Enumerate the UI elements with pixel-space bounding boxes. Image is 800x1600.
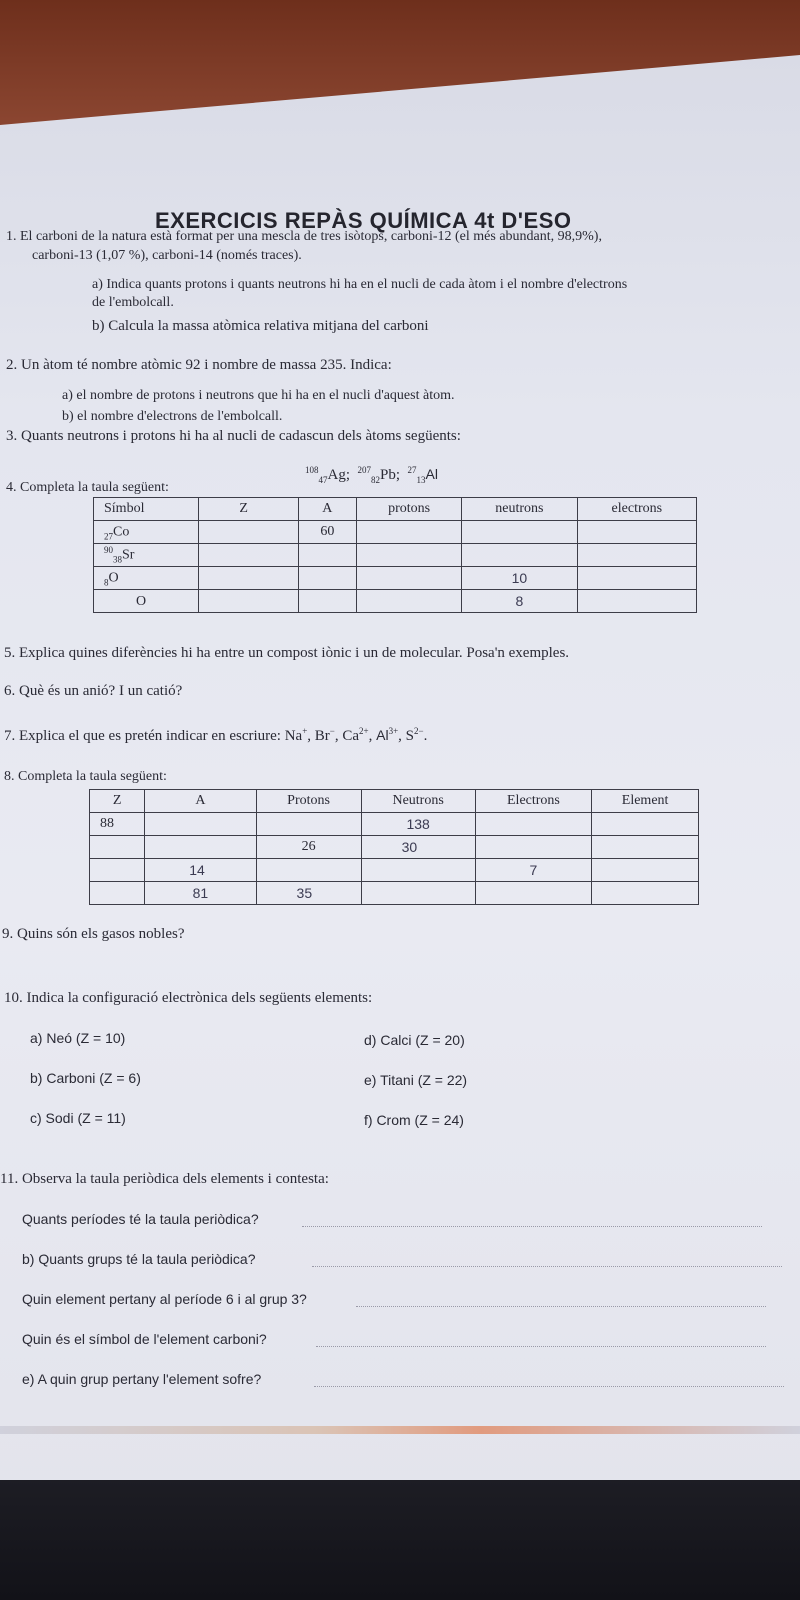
ion-br: Br− (314, 726, 335, 744)
q1-a-line1: a) Indica quants protons i quants neutrons hi ha en el nucli de cada àtom i el nombre d'electrons (92, 277, 628, 292)
table-row (94, 567, 697, 590)
q10-item-c: c) Sodi (Z = 11) (30, 1110, 126, 1126)
answer-line[interactable] (312, 1266, 782, 1267)
cell-z[interactable] (90, 882, 145, 905)
q10-item-d: d) Calci (Z = 20) (364, 1032, 465, 1048)
cell-electrons[interactable] (577, 590, 696, 613)
ion-al: $Al^{3+}$ (376, 726, 399, 743)
cell-z[interactable] (199, 521, 298, 544)
table-row (94, 544, 697, 567)
q7: 7. Explica el que es pretén indicar en escriure: Na+, Br−, $Ca^{2+}$, $Al^{3+}$, $S^{2-}$. (4, 726, 428, 744)
cell-z[interactable] (199, 544, 298, 567)
table-row (90, 836, 699, 859)
cell-symbol: O (94, 590, 199, 613)
q1-b: b) Calcula la massa atòmica relativa mitjana del carboni (92, 318, 429, 334)
cell-element[interactable] (592, 882, 699, 905)
col-electrons: electrons (577, 498, 696, 521)
cell-neutrons[interactable] (361, 882, 475, 905)
ion-s: $S^{2-}$ (405, 726, 424, 744)
q11-item-sulfur: e) A quin grup pertany l'element sofre? (22, 1371, 262, 1387)
cell-z[interactable] (90, 836, 145, 859)
col-a: A (298, 498, 356, 521)
cell-electrons[interactable] (475, 836, 592, 859)
cell-a[interactable]: 81 (145, 882, 256, 905)
atom-pb: $^{207}_{82}$Pb (357, 465, 396, 485)
q2-line: 2. Un àtom té nombre atòmic 92 i nombre de massa 235. Indica: (6, 357, 392, 373)
q10-line: 10. Indica la configuració electrònica dels següents elements: (4, 990, 373, 1006)
cell-neutrons[interactable]: 138 (361, 813, 475, 836)
cell-symbol: $^{90}_{38}$Sr (94, 544, 199, 567)
cell-protons[interactable] (357, 567, 462, 590)
cell-a[interactable] (298, 567, 356, 590)
cell-neutrons[interactable]: 8 (462, 590, 577, 613)
table-row (90, 859, 699, 882)
cell-neutrons[interactable]: 30 (361, 836, 475, 859)
q1-a-line2: de l'embolcall. (92, 295, 174, 310)
q8-line: 8. Completa la taula següent: (4, 769, 167, 784)
table-row (94, 521, 697, 544)
cell-protons[interactable]: 26 (256, 836, 361, 859)
q10-item-f: f) Crom (Z = 24) (364, 1112, 464, 1128)
col-symbol: Símbol (94, 498, 199, 521)
cell-neutrons[interactable]: 10 (462, 567, 577, 590)
cell-z[interactable] (199, 590, 298, 613)
cell-electrons[interactable] (577, 544, 696, 567)
answer-line[interactable] (314, 1386, 784, 1387)
cell-electrons[interactable] (577, 567, 696, 590)
q5: 5. Explica quines diferències hi ha entre un compost iònic i un de molecular. Posa'n exemples. (4, 645, 570, 661)
cell-a[interactable] (145, 813, 256, 836)
table-row (90, 813, 699, 836)
col-electrons: Electrons (475, 790, 592, 813)
q1-line1: 1. El carboni de la natura està format per una mescla de tres isòtops, carboni-12 (el més abundant, 98,9%), (6, 229, 602, 244)
cell-protons[interactable]: 35 (256, 882, 361, 905)
q9: 9. Quins són els gasos nobles? (2, 926, 185, 942)
cell-a[interactable] (298, 544, 356, 567)
q11-item-periods: Quants períodes té la taula periòdica? (22, 1211, 259, 1227)
cell-electrons[interactable] (577, 521, 696, 544)
cell-symbol: $_{27}$Co (94, 521, 199, 544)
answer-line[interactable] (302, 1226, 762, 1227)
cell-a[interactable]: 14 (145, 859, 256, 882)
q8-table (89, 789, 699, 905)
cell-element[interactable] (592, 836, 699, 859)
atom-ag: $^{108}_{47}$Ag (305, 465, 346, 485)
cell-a[interactable] (298, 590, 356, 613)
ion-na: Na+ (284, 726, 308, 744)
table-row (94, 590, 697, 613)
cell-electrons[interactable] (475, 882, 592, 905)
col-neutrons: Neutrons (361, 790, 475, 813)
q11-item-element: Quin element pertany al període 6 i al grup 3? (22, 1291, 307, 1307)
col-protons: protons (357, 498, 462, 521)
worksheet-title: EXERCICIS REPÀS QUÍMICA 4t D'ESO (155, 208, 572, 233)
q1-line2: carboni-13 (1,07 %), carboni-14 (només traces). (32, 248, 302, 263)
q3-atoms: $^{108}_{47}$Ag; $^{207}_{82}$Pb; $^{27}_{13}$Al (305, 465, 438, 485)
q10-item-a: a) Neó (Z = 10) (30, 1030, 126, 1046)
cell-symbol: $_8$O (94, 567, 199, 590)
col-protons: Protons (256, 790, 361, 813)
cell-protons[interactable] (357, 544, 462, 567)
q4-table (93, 497, 697, 613)
answer-line[interactable] (316, 1346, 766, 1347)
cell-z[interactable] (90, 859, 145, 882)
q2-b: b) el nombre d'electrons de l'embolcall. (62, 409, 283, 424)
cell-electrons[interactable]: 7 (475, 859, 592, 882)
cell-neutrons[interactable] (361, 859, 475, 882)
cell-element[interactable] (592, 859, 699, 882)
q3-line: 3. Quants neutrons i protons hi ha al nucli de cadascun dels àtoms següents: (6, 428, 461, 444)
table-header-row (90, 790, 699, 813)
q11-line: 11. Observa la taula periòdica dels elements i contesta: (0, 1171, 329, 1187)
col-z: Z (90, 790, 145, 813)
col-element: Element (592, 790, 699, 813)
cell-element[interactable] (592, 813, 699, 836)
q6: 6. Què és un anió? I un catió? (4, 683, 183, 699)
cell-z[interactable] (199, 567, 298, 590)
ion-ca: $Ca^{2+}$ (342, 726, 369, 744)
col-a: A (145, 790, 256, 813)
cell-a[interactable] (145, 836, 256, 859)
col-neutrons: neutrons (462, 498, 577, 521)
cell-a[interactable]: 60 (298, 521, 356, 544)
q10-item-e: e) Titani (Z = 22) (364, 1072, 468, 1088)
q10-item-b: b) Carboni (Z = 6) (30, 1070, 141, 1086)
cell-protons[interactable] (256, 813, 361, 836)
q11-item-groups: b) Quants grups té la taula periòdica? (22, 1251, 256, 1267)
cell-protons[interactable] (256, 859, 361, 882)
cell-z[interactable]: 88 (90, 813, 145, 836)
cell-protons[interactable] (357, 521, 462, 544)
table-header-row (94, 498, 697, 521)
cell-electrons[interactable] (475, 813, 592, 836)
cell-protons[interactable] (357, 590, 462, 613)
table-row (90, 882, 699, 905)
q4-line: 4. Completa la taula següent: (6, 480, 169, 495)
cell-neutrons[interactable] (462, 521, 577, 544)
answer-line[interactable] (356, 1306, 766, 1307)
cell-neutrons[interactable] (462, 544, 577, 567)
q11-item-symbol: Quin és el símbol de l'element carboni? (22, 1331, 267, 1347)
atom-al: $^{27}_{13}$Al (407, 465, 438, 485)
q2-a: a) el nombre de protons i neutrons que hi ha en el nucli d'aquest àtom. (62, 388, 455, 403)
col-z: Z (199, 498, 298, 521)
